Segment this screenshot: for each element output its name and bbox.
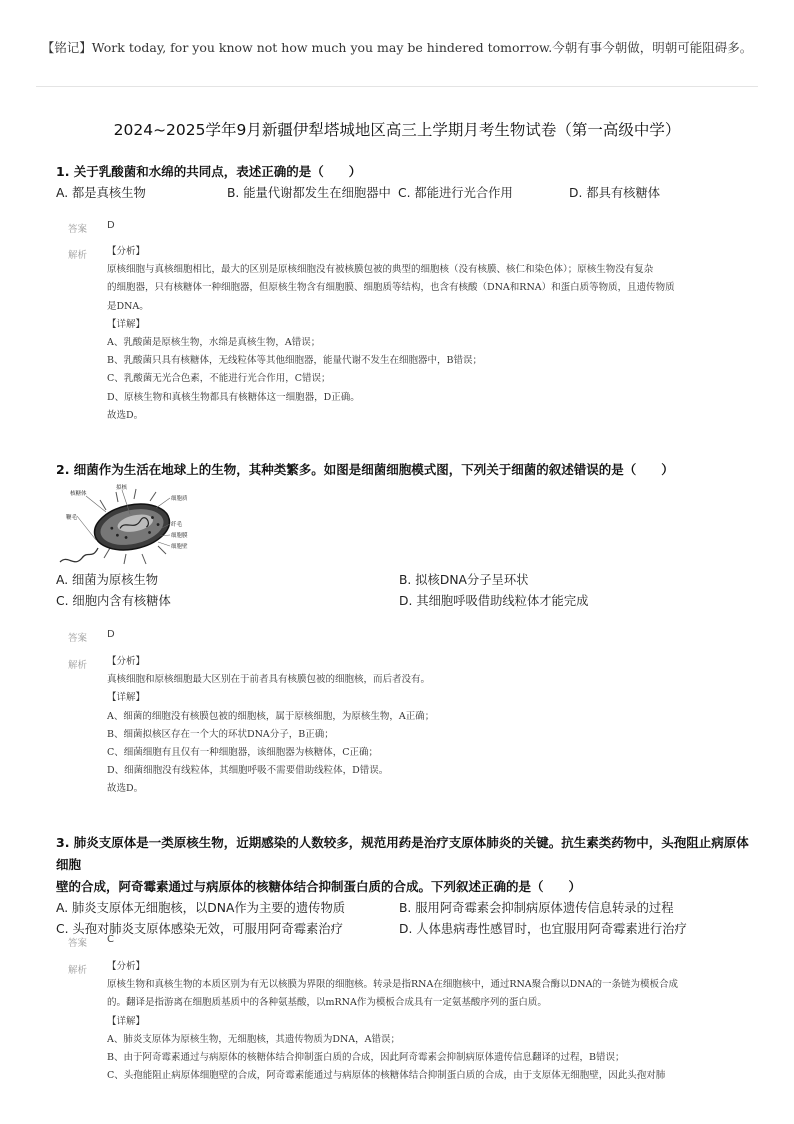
analysis-line: C、头孢能阻止病原体细胞壁的合成，阿奇霉素能通过与病原体的核糖体结合抑制蛋白质的合成，由于支原体无细胞壁，因此头孢对肺: [107, 1070, 666, 1082]
page-title: 2024~2025学年9月新疆伊犁塔城地区高三上学期月考生物试卷（第一高级中学）: [113, 121, 681, 139]
option-c[interactable]: C. 都能进行光合作用: [398, 186, 513, 200]
analysis-line: 【分析】: [107, 961, 146, 972]
question-3-stem-line: 壁的合成，阿奇霉素通过与病原体的核糖体结合抑制蛋白质的合成。下列叙述正确的是（ ）: [56, 879, 582, 894]
analysis-line: 故选D。: [107, 409, 144, 421]
analysis-line: D、细菌细胞没有线粒体，其细胞呼吸不需要借助线粒体，D错误。: [107, 765, 389, 777]
label-flagellum: 鞭毛: [66, 515, 78, 521]
option-a[interactable]: A. 肺炎支原体无细胞核，以DNA作为主要的遗传物质: [56, 901, 346, 915]
question-2-options: [56, 570, 754, 612]
option-c[interactable]: C. 细胞内含有核糖体: [56, 594, 171, 608]
option-d[interactable]: D. 其细胞呼吸借助线粒体才能完成: [399, 594, 589, 608]
analysis-line: 是DNA。: [107, 300, 149, 312]
analysis-label: 解析: [68, 965, 88, 976]
analysis-line: 【分析】: [107, 246, 146, 257]
analysis-line: B、乳酸菌只具有核糖体，无线粒体等其他细胞器，能量代谢不发生在细胞器中，B错误；: [107, 355, 482, 367]
question-3-answer: C: [107, 934, 114, 945]
analysis-line: 【详解】: [107, 318, 146, 330]
analysis-label: 解析: [68, 250, 88, 261]
analysis-line: 真核细胞和原核细胞最大区别在于前者具有核膜包被的细胞核，而后者没有。: [107, 674, 431, 686]
option-b[interactable]: B. 拟核DNA分子呈环状: [399, 573, 529, 587]
label-cell-wall: 细胞壁: [171, 544, 188, 550]
question-1-stem: 1. 关于乳酸菌和水绵的共同点，表述正确的是（ ）: [56, 164, 362, 179]
option-c[interactable]: C. 头孢对肺炎支原体感染无效，可服用阿奇霉素治疗: [56, 922, 343, 936]
header-divider: [36, 86, 758, 87]
motto-banner: 【铭记】Work today, for you know not how much you may be hindered tomorrow.今朝有事今朝做，明朝可能阻碍多。: [41, 40, 753, 55]
question-2: [56, 459, 754, 481]
answer-label: 答案: [68, 224, 88, 235]
analysis-line: D、原核生物和真核生物都具有核糖体这一细胞器，D正确。: [107, 391, 360, 403]
question-1-options: [56, 183, 754, 204]
analysis-line: 的细胞器，只有核糖体一种细胞器，但原核生物含有细胞膜、细胞质等结构，也含有核酸（DNA和RNA）和蛋白质等物质，且遗传物质: [107, 282, 675, 294]
analysis-line: C、乳酸菌无光合色素，不能进行光合作用，C错误；: [107, 373, 331, 385]
question-3-stem-line: 3. 肺炎支原体是一类原核生物，近期感染的人数较多，规范用药是治疗支原体肺炎的关键。抗生素类药物中，头孢阻止病原体细胞: [56, 835, 749, 872]
analysis-line: 的。翻译是指游离在细胞质基质中的各种氨基酸，以mRNA作为模板合成具有一定氨基酸序列的蛋白质。: [107, 997, 547, 1009]
analysis-line: B、由于阿奇霉素通过与病原体的核糖体结合抑制蛋白质的合成，因此阿奇霉素会抑制病原体遗传信息翻译的过程，B错误；: [107, 1052, 625, 1064]
question-1: [56, 161, 754, 204]
label-pilus: 纤毛: [171, 522, 183, 528]
bacterium-cell-diagram: [56, 484, 198, 568]
label-ribosome: 核糖体: [70, 491, 87, 497]
question-2-options-block: [56, 570, 754, 612]
analysis-line: 【详解】: [107, 1015, 146, 1027]
question-3-analysis: [107, 958, 727, 1085]
analysis-line: 【详解】: [107, 692, 146, 704]
label-nucleoid: 拟核: [116, 485, 128, 491]
analysis-line: 故选D。: [107, 783, 144, 795]
analysis-line: 原核细胞与真核细胞相比，最大的区别是原核细胞没有被核膜包被的典型的细胞核（没有核膜、核仁和染色体）；原核生物没有复杂: [107, 264, 654, 276]
analysis-line: B、细菌拟核区存在一个大的环状DNA分子，B正确；: [107, 728, 334, 740]
option-d[interactable]: D. 人体患病毒性感冒时，也宜服用阿奇霉素进行治疗: [399, 922, 687, 936]
label-cell-membrane: 细胞膜: [171, 533, 188, 539]
analysis-line: 原核生物和真核生物的本质区别为有无以核膜为界限的细胞核。转录是指RNA在细胞核中，通过RNA聚合酶以DNA的一条链为模板合成: [107, 979, 678, 991]
analysis-line: 【分析】: [107, 656, 146, 667]
option-d[interactable]: D. 都具有核糖体: [569, 186, 661, 200]
question-3: [56, 832, 754, 940]
option-a[interactable]: A. 都是真核生物: [56, 186, 146, 200]
question-3-options: [56, 898, 754, 940]
analysis-line: A、乳酸菌是原核生物，水绵是真核生物，A错误；: [107, 337, 321, 349]
option-a[interactable]: A. 细菌为原核生物: [56, 573, 159, 587]
analysis-line: A、肺炎支原体为原核生物，无细胞核，其遗传物质为DNA，A错误；: [107, 1033, 401, 1045]
analysis-label: 解析: [68, 660, 88, 671]
analysis-line: C、细菌细胞有且仅有一种细胞器，该细胞器为核糖体，C正确；: [107, 747, 379, 759]
option-b[interactable]: B. 服用阿奇霉素会抑制病原体遗传信息转录的过程: [399, 901, 674, 915]
question-1-analysis: [107, 243, 727, 425]
option-b[interactable]: B. 能量代谢都发生在细胞器中: [227, 186, 391, 200]
question-1-answer: D: [107, 220, 115, 231]
analysis-line: A、细菌的细胞没有核膜包被的细胞核，属于原核细胞，为原核生物，A正确；: [107, 710, 435, 722]
question-2-answer: D: [107, 629, 115, 640]
answer-label: 答案: [68, 633, 88, 644]
question-2-analysis: [107, 653, 727, 799]
label-cytoplasm: 细胞质: [171, 496, 188, 502]
question-2-stem: 2. 细菌作为生活在地球上的生物，其种类繁多。如图是细菌细胞模式图，下列关于细菌的叙述错误的是（ ）: [56, 462, 674, 477]
answer-label: 答案: [68, 938, 88, 949]
